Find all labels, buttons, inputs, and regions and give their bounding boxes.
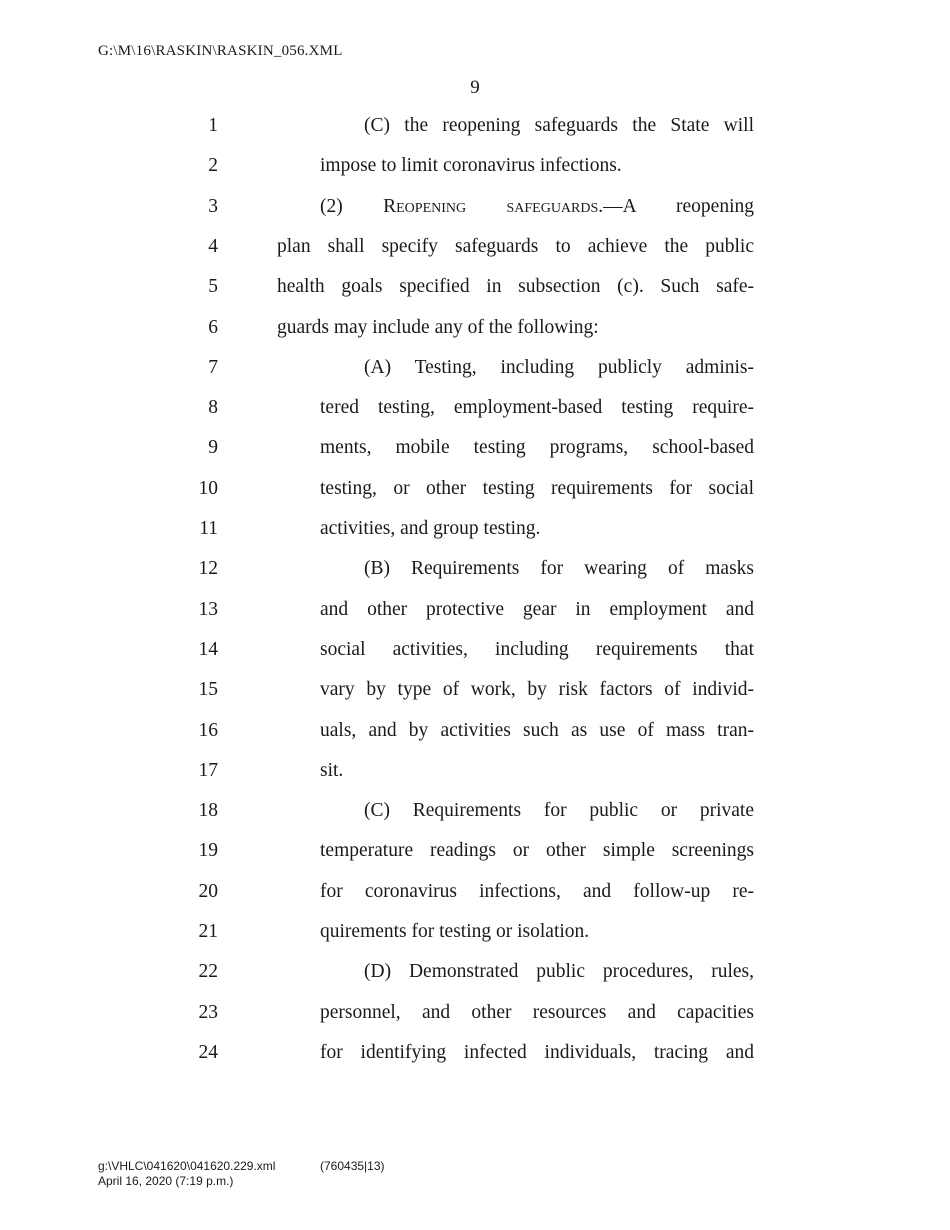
line-number: 16	[198, 719, 218, 741]
line-number: 15	[198, 679, 218, 701]
text-line	[0, 353, 950, 383]
line-number: 17	[198, 759, 218, 781]
text-line	[0, 756, 950, 786]
text-line	[0, 554, 950, 584]
line-text: quirements for testing or isolation.	[320, 921, 590, 942]
text-line	[0, 917, 950, 947]
line-text: temperature readings or other simple screenings	[320, 840, 754, 862]
line-text: personnel, and other resources and capacities	[320, 1001, 754, 1023]
text-line	[0, 393, 950, 423]
document-path: G:\M\16\RASKIN\RASKIN_056.XML	[98, 43, 343, 59]
line-number: 20	[198, 880, 218, 902]
line-number: 8	[208, 397, 218, 419]
line-number: 19	[198, 840, 218, 862]
text-line	[0, 192, 950, 222]
text-line	[0, 635, 950, 665]
text-line	[0, 998, 950, 1028]
line-number: 10	[198, 477, 218, 499]
line-text: tered testing, employment-based testing require-	[320, 397, 754, 419]
line-number: 5	[208, 276, 218, 298]
text-line	[0, 836, 950, 866]
text-line	[0, 957, 950, 987]
line-number: 22	[198, 961, 218, 983]
text-line	[0, 1038, 950, 1068]
line-number: 24	[198, 1041, 218, 1063]
line-text: (D) Demonstrated public procedures, rules,	[364, 961, 754, 983]
text-line	[0, 313, 950, 343]
footer-file-path: g:\VHLC\041620\041620.229.xml	[98, 1159, 276, 1173]
line-text: for identifying infected individuals, tracing and	[320, 1041, 754, 1063]
text-line	[0, 514, 950, 544]
page-number: 9	[470, 77, 480, 98]
line-text: and other protective gear in employment and	[320, 598, 754, 620]
text-line	[0, 272, 950, 302]
line-text: for coronavirus infections, and follow-up re-	[320, 880, 754, 902]
text-line	[0, 111, 950, 141]
text-line	[0, 595, 950, 625]
document-footer	[98, 1159, 385, 1189]
line-number: 11	[199, 518, 218, 539]
footer-job-code: (760435|13)	[320, 1159, 385, 1173]
line-number: 13	[198, 598, 218, 620]
line-text: health goals specified in subsection (c). Such safe-	[277, 276, 754, 298]
line-number: 23	[198, 1001, 218, 1023]
line-text: guards may include any of the following:	[277, 316, 599, 338]
text-line	[0, 474, 950, 504]
line-text: ments, mobile testing programs, school-based	[320, 437, 754, 459]
text-line	[0, 675, 950, 705]
line-number: 18	[198, 800, 218, 822]
line-number: 12	[198, 558, 218, 580]
line-text: uals, and by activities such as use of mass tran-	[320, 719, 754, 741]
line-text: vary by type of work, by risk factors of individ-	[320, 679, 754, 701]
text-line	[0, 232, 950, 262]
text-line	[0, 716, 950, 746]
line-text: impose to limit coronavirus infections.	[320, 155, 622, 177]
line-number: 14	[198, 638, 218, 660]
line-text: (A) Testing, including publicly adminis-	[364, 356, 754, 378]
line-number: 3	[208, 195, 218, 217]
line-number: 6	[208, 316, 218, 338]
line-text: (2) Reopening safeguards.—A reopening	[320, 195, 754, 217]
line-text: social activities, including requirements that	[320, 638, 754, 660]
line-text: plan shall specify safeguards to achieve the public	[277, 235, 754, 257]
text-line	[0, 877, 950, 907]
footer-date: April 16, 2020 (7:19 p.m.)	[98, 1174, 234, 1188]
line-number: 7	[208, 356, 218, 378]
line-number: 21	[198, 921, 218, 942]
line-text: sit.	[320, 759, 344, 781]
line-number: 2	[208, 155, 218, 177]
line-text: (C) the reopening safeguards the State will	[364, 115, 754, 136]
line-number: 9	[208, 437, 218, 459]
text-line	[0, 433, 950, 463]
line-number: 1	[208, 115, 218, 136]
text-line	[0, 151, 950, 181]
line-text: (C) Requirements for public or private	[364, 800, 754, 822]
line-text: (B) Requirements for wearing of masks	[364, 558, 754, 580]
text-line	[0, 796, 950, 826]
line-text: activities, and group testing.	[320, 518, 541, 539]
line-text: testing, or other testing requirements for social	[320, 477, 754, 499]
paragraph-heading: Reopening safeguards	[383, 195, 599, 217]
line-number: 4	[208, 235, 218, 257]
